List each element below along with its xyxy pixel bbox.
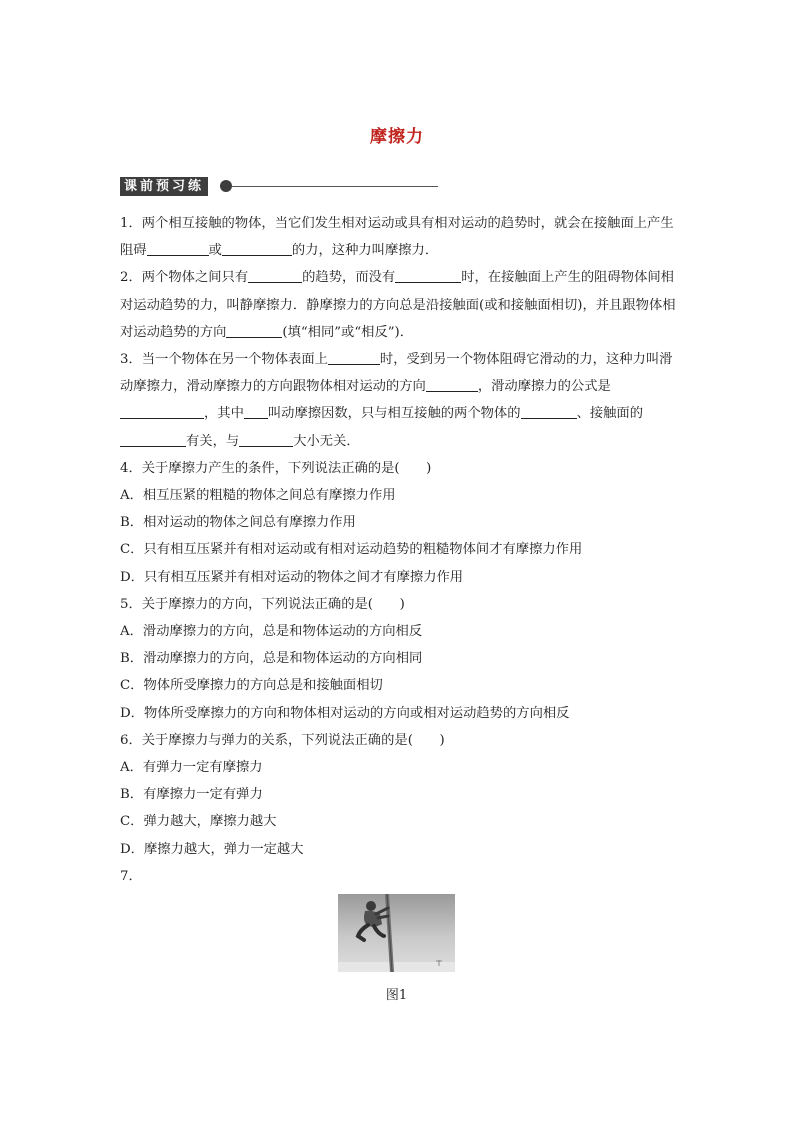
answer-blank[interactable] xyxy=(120,404,204,419)
question-5-stem: 5．关于摩擦力的方向，下列说法正确的是( ) xyxy=(120,596,405,612)
option-c: C．只有相互压紧并有相对运动或有相对运动趋势的粗糙物体间才有摩擦力作用 xyxy=(120,542,583,558)
answer-blank[interactable] xyxy=(328,350,380,365)
option-c: C．弹力越大，摩擦力越大 xyxy=(120,814,277,830)
option-d: D．只有相互压紧并有相对运动的物体之间才有摩擦力作用 xyxy=(120,569,464,585)
option-b: B．有摩擦力一定有弹力 xyxy=(120,787,263,803)
figure-photo xyxy=(338,894,455,972)
question-6-stem: 6．关于摩擦力与弹力的关系，下列说法正确的是( ) xyxy=(120,732,445,748)
section-label: 课前预习练 xyxy=(120,177,208,196)
pole-climber-photo-icon xyxy=(338,894,455,972)
option-b: B．滑动摩擦力的方向，总是和物体运动的方向相同 xyxy=(120,651,423,667)
option-d: D．物体所受摩擦力的方向和物体相对运动的方向或相对运动趋势的方向相反 xyxy=(120,705,570,721)
question-list xyxy=(120,210,680,890)
answer-blank[interactable] xyxy=(244,404,268,419)
answer-blank[interactable] xyxy=(239,432,293,447)
option-d: D．摩擦力越大，弹力一定越大 xyxy=(120,841,304,857)
answer-blank[interactable] xyxy=(521,404,577,419)
question-2: 2．两个物体之间只有 的趋势，而没有 时，在接触面上产生的阻碍物体间相对运动趋势的力，叫静摩擦力．静摩擦力的方向总是沿接触面(或和接触面相切)，并且跟物体相对运动趋势的方向 (填“相同”或“相反”)． xyxy=(120,270,676,340)
section-divider xyxy=(232,186,438,187)
section-dot-icon xyxy=(220,180,232,192)
page-title: 摩擦力 xyxy=(370,127,424,147)
question-3: 3．当一个物体在另一个物体表面上 时，受到另一个物体阻碍它滑动的力，这种力叫滑动摩擦力，滑动摩擦力的方向跟物体相对运动的方向 ，滑动摩擦力的公式是，其中 叫动摩擦因数，只与相互接触的两个物体的 、接触面的有关，与 大小无关． xyxy=(120,352,673,449)
option-c: C．物体所受摩擦力的方向总是和接触面相切 xyxy=(120,678,383,694)
option-b: B．相对运动的物体之间总有摩擦力作用 xyxy=(120,515,356,531)
option-a: A．有弹力一定有摩擦力 xyxy=(120,760,263,776)
answer-blank[interactable] xyxy=(120,432,186,447)
answer-blank[interactable] xyxy=(147,241,209,256)
answer-blank[interactable] xyxy=(248,268,302,283)
question-1: 1．两个相互接触的物体，当它们发生相对运动或具有相对运动的趋势时，就会在接触面上产生阻碍 或 的力，这种力叫摩擦力． xyxy=(120,216,674,259)
option-a: A．滑动摩擦力的方向，总是和物体运动的方向相反 xyxy=(120,624,423,640)
question-7-stem: 7． xyxy=(120,868,142,884)
section-header xyxy=(120,177,438,197)
answer-blank[interactable] xyxy=(426,377,478,392)
answer-blank[interactable] xyxy=(226,323,282,338)
option-a: A．相互压紧的粗糙的物体之间总有摩擦力作用 xyxy=(120,488,396,504)
answer-blank[interactable] xyxy=(395,268,461,283)
question-4-stem: 4．关于摩擦力产生的条件，下列说法正确的是( ) xyxy=(120,460,432,476)
answer-blank[interactable] xyxy=(222,241,292,256)
figure-caption: 图1 xyxy=(385,988,408,1003)
